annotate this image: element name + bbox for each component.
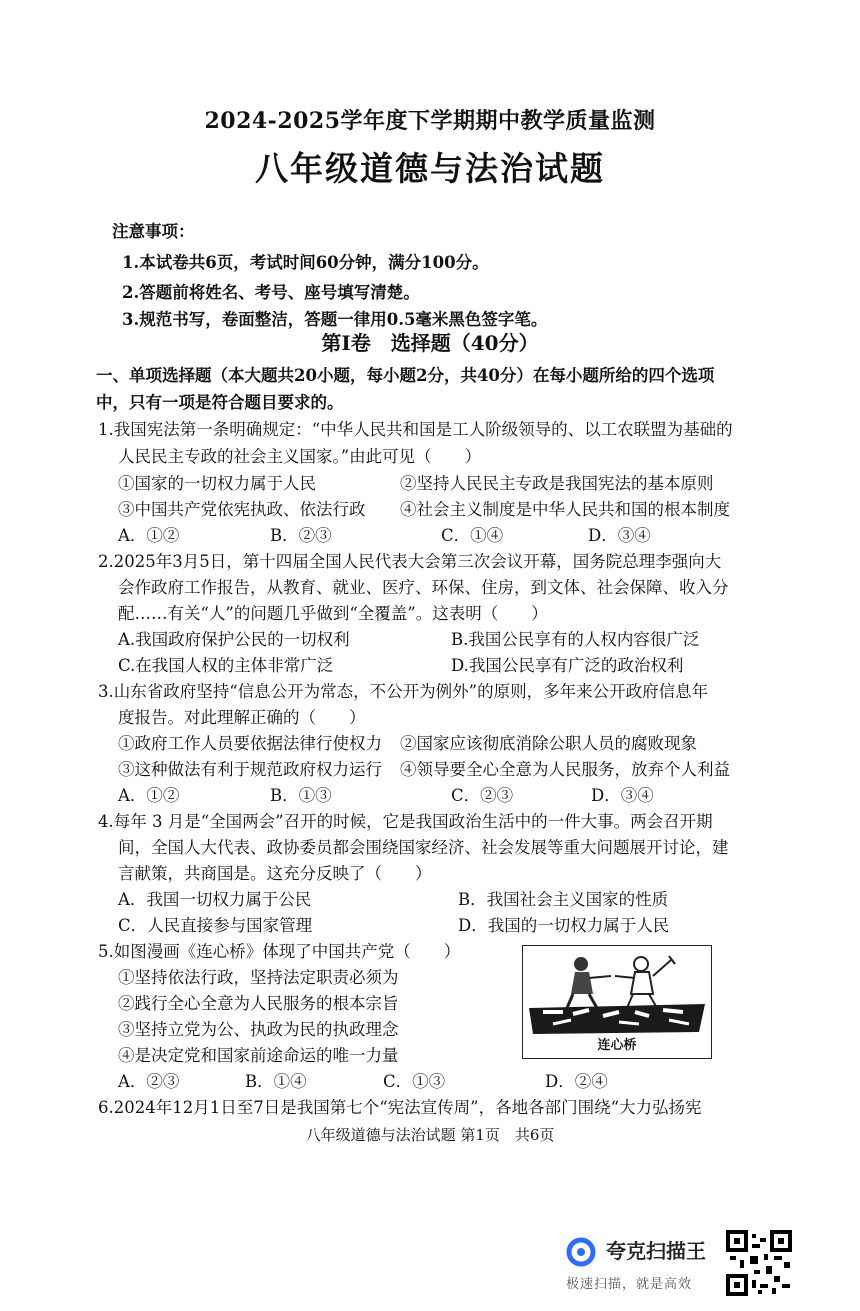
option-d: D．③④: [588, 526, 651, 545]
statement: ②践行全心全意为人民服务的根本宗旨: [118, 994, 399, 1013]
statement: ①政府工作人员要依据法律行使权力: [118, 734, 382, 753]
option-b: B．②③: [270, 526, 332, 545]
option-d: D．②④: [545, 1072, 608, 1091]
option-a: A．①②: [118, 526, 180, 545]
statement: ④社会主义制度是中华人民共和国的根本制度: [400, 500, 730, 519]
question-stem: 配……有关“人”的问题几乎做到“全覆盖”。这表明（ ）: [118, 604, 548, 623]
option-b: B．我国社会主义国家的性质: [458, 890, 669, 909]
exam-subtitle: 八年级道德与法治试题: [255, 149, 605, 188]
question-stem: 1.我国宪法第一条明确规定：“中华人民共和国是工人阶级领导的、以工农联盟为基础的: [98, 420, 733, 439]
statement: ②坚持人民民主专政是我国宪法的基本原则: [400, 474, 714, 493]
statement: ③中国共产党依宪执政、依法行政: [118, 500, 366, 519]
question-stem: 间，全国人大代表、政协委员都会围绕国家经济、社会发展等重大问题展开讨论，建: [118, 838, 729, 857]
scanner-name: 夸克扫描王: [606, 1239, 706, 1263]
section-instruction: 中，只有一项是符合题目要求的。: [96, 393, 344, 412]
option-d: D.我国公民享有广泛的政治权利: [451, 656, 684, 675]
scanner-slogan: 极速扫描，就是高效: [566, 1277, 693, 1292]
option-a: A.我国政府保护公民的一切权利: [118, 630, 350, 649]
statement: ①坚持依法行政，坚持法定职责必须为: [118, 968, 399, 987]
question-stem: 5.如图漫画《连心桥》体现了中国共产党（ ）: [98, 942, 461, 961]
option-b: B.我国公民享有的人权内容很广泛: [451, 630, 700, 649]
question-stem: 度报告。对此理解正确的（ ）: [118, 708, 366, 727]
note-item: 3.规范书写，卷面整洁，答题一律用0.5毫米黑色签字笔。: [122, 310, 548, 329]
scanner-logo-icon: [566, 1237, 596, 1267]
notes-heading: 注意事项：: [112, 222, 195, 241]
option-c: C.在我国人权的主体非常广泛: [118, 656, 334, 675]
qr-code-icon: [726, 1230, 792, 1296]
note-item: 1.本试卷共6页，考试时间60分钟，满分100分。: [122, 253, 489, 272]
question-stem: 3.山东省政府坚持“信息公开为常态，不公开为例外”的原则，多年来公开政府信息年: [98, 682, 709, 701]
section-instruction: 一、单项选择题（本大题共20小题，每小题2分，共40分）在每小题所给的四个选项: [96, 366, 715, 385]
question-stem: 2.2025年3月5日，第十四届全国人民代表大会第三次会议开幕，国务院总理李强向大: [98, 552, 722, 571]
option-a: A．②③: [118, 1072, 180, 1091]
option-a: A．①②: [118, 786, 180, 805]
statement: ②国家应该彻底消除公职人员的腐败现象: [400, 734, 697, 753]
option-a: A．我国一切权力属于公民: [118, 890, 312, 909]
exam-title: 2024-2025学年度下学期期中教学质量监测: [204, 108, 656, 134]
question-stem: 会作政府工作报告，从教育、就业、医疗、环保、住房，到文体、社会保障、收入分: [118, 578, 729, 597]
option-d: D．③④: [591, 786, 654, 805]
question-stem: 人民民主专政的社会主义国家。”由此可见（ ）: [118, 447, 482, 466]
option-c: C．人民直接参与国家管理: [118, 916, 313, 935]
option-b: B．①③: [270, 786, 332, 805]
statement: ④领导要全心全意为人民服务，放弃个人利益: [400, 760, 730, 779]
section-title: 第Ⅰ卷 选择题（40分）: [321, 331, 539, 355]
question-stem: 言献策，共商国是。这充分反映了（ ）: [118, 864, 432, 883]
statement: ①国家的一切权力属于人民: [118, 474, 316, 493]
statement: ③这种做法有利于规范政府权力运行: [118, 760, 382, 779]
statement: ④是决定党和国家前途命运的唯一力量: [118, 1046, 399, 1065]
option-c: C．①③: [383, 1072, 446, 1091]
question-stem: 6.2024年12月1日至7日是我国第七个“宪法宣传周”，各地各部门围绕“大力弘扬宪: [98, 1098, 702, 1117]
question-stem: 4.每年 3 月是“全国两会”召开的时候，它是我国政治生活中的一件大事。两会召开期: [98, 812, 713, 831]
cartoon-caption: 连心桥: [597, 1038, 637, 1053]
cartoon-image: [522, 945, 712, 1059]
page-footer: 八年级道德与法治试题 第1页 共6页: [305, 1126, 555, 1144]
option-b: B．①④: [245, 1072, 307, 1091]
option-c: C．①④: [441, 526, 504, 545]
note-item: 2.答题前将姓名、考号、座号填写清楚。: [122, 283, 420, 302]
option-c: C．②③: [451, 786, 514, 805]
statement: ③坚持立党为公、执政为民的执政理念: [118, 1020, 399, 1039]
option-d: D．我国的一切权力属于人民: [458, 916, 670, 935]
